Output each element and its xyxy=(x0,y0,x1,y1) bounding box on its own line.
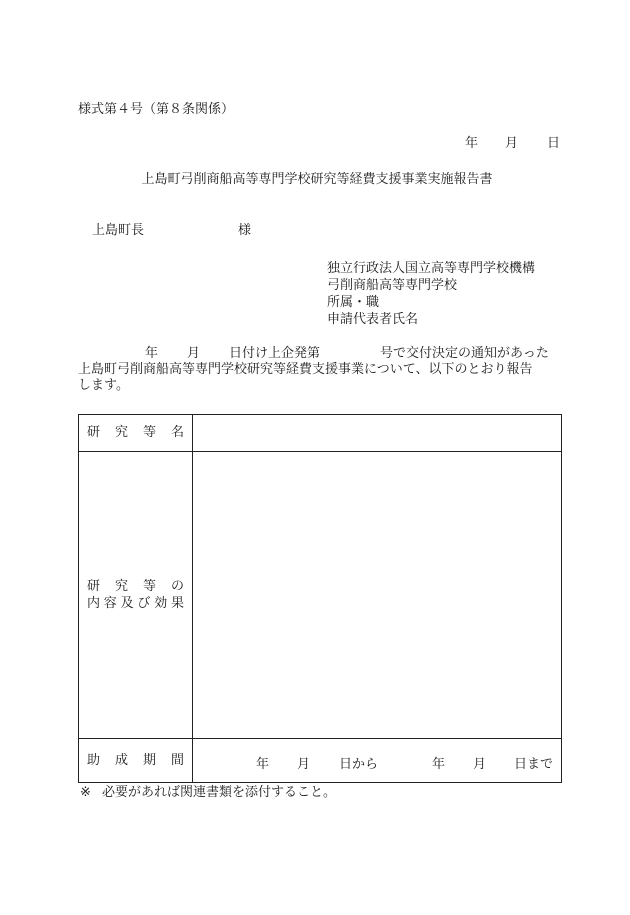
label-research-name xyxy=(79,415,193,452)
period-from-month: 月 xyxy=(297,757,311,772)
label-grant-period xyxy=(79,739,193,783)
label-char: 等 xyxy=(142,579,156,594)
period-to-year: 年 xyxy=(432,757,446,772)
label-char: 研 xyxy=(87,579,101,594)
body-line1-tail: 号で交付決定の通知があった xyxy=(380,346,549,361)
label-char: び xyxy=(137,596,151,611)
date-month: 月 xyxy=(505,136,519,151)
label-char: 研 xyxy=(87,425,101,440)
research-name-field[interactable] xyxy=(193,415,562,452)
label-char: 効 xyxy=(154,596,168,611)
label-char: 果 xyxy=(170,596,184,611)
label-char: 内 xyxy=(87,596,101,611)
body-year: 年 xyxy=(145,346,159,361)
form-number: 様式第４号（第８条関係） xyxy=(78,102,235,117)
body-line-3: します。 xyxy=(78,378,129,393)
applicant-department: 所属・職 xyxy=(327,295,380,310)
label-char: 及 xyxy=(120,596,134,611)
row-research-name xyxy=(79,415,562,452)
label-char: 助 xyxy=(87,752,101,768)
body-line-1 xyxy=(78,346,562,362)
row-grant-period xyxy=(79,739,562,783)
period-from-year: 年 xyxy=(256,757,270,772)
label-char: 究 xyxy=(114,579,128,594)
label-char: の xyxy=(170,579,184,594)
footnote-text: 必要があれば関連書類を添付すること。 xyxy=(102,785,337,800)
label-char: 究 xyxy=(114,425,128,440)
period-to-day: 日まで xyxy=(514,757,554,772)
body-line-2: 上島町弓削商船高等専門学校研究等経費支援事業について、以下のとおり報告 xyxy=(78,362,533,377)
label-char: 等 xyxy=(142,425,156,440)
grant-period-field[interactable] xyxy=(193,739,562,783)
date-day: 日 xyxy=(547,136,561,151)
body-text xyxy=(78,346,562,394)
applicant-block xyxy=(327,260,535,328)
applicant-representative: 申請代表者氏名 xyxy=(327,312,419,327)
report-table xyxy=(78,414,562,783)
label-char: 間 xyxy=(170,752,184,768)
body-month: 月 xyxy=(187,346,201,361)
date-year: 年 xyxy=(465,136,479,151)
label-char: 容 xyxy=(103,596,117,611)
applicant-school: 弓削商船高等専門学校 xyxy=(327,278,458,293)
period-to-month: 月 xyxy=(473,757,487,772)
label-research-content xyxy=(79,452,193,739)
footnote-mark: ※ xyxy=(80,785,91,800)
document-title: 上島町弓削商船高等専門学校研究等経費支援事業実施報告書 xyxy=(141,172,493,187)
body-day-ref: 日付け上企発第 xyxy=(229,346,321,361)
row-research-content xyxy=(79,452,562,739)
period-from-day: 日から xyxy=(339,757,379,772)
addressee-name: 上島町長 xyxy=(92,223,145,238)
addressee-honorific: 様 xyxy=(238,223,252,238)
label-char: 期 xyxy=(142,752,156,768)
label-char: 名 xyxy=(170,425,184,440)
label-char: 成 xyxy=(114,752,128,768)
applicant-organization: 独立行政法人国立高等専門学校機構 xyxy=(327,261,536,276)
research-content-field[interactable] xyxy=(193,452,562,739)
footnote xyxy=(80,785,336,801)
